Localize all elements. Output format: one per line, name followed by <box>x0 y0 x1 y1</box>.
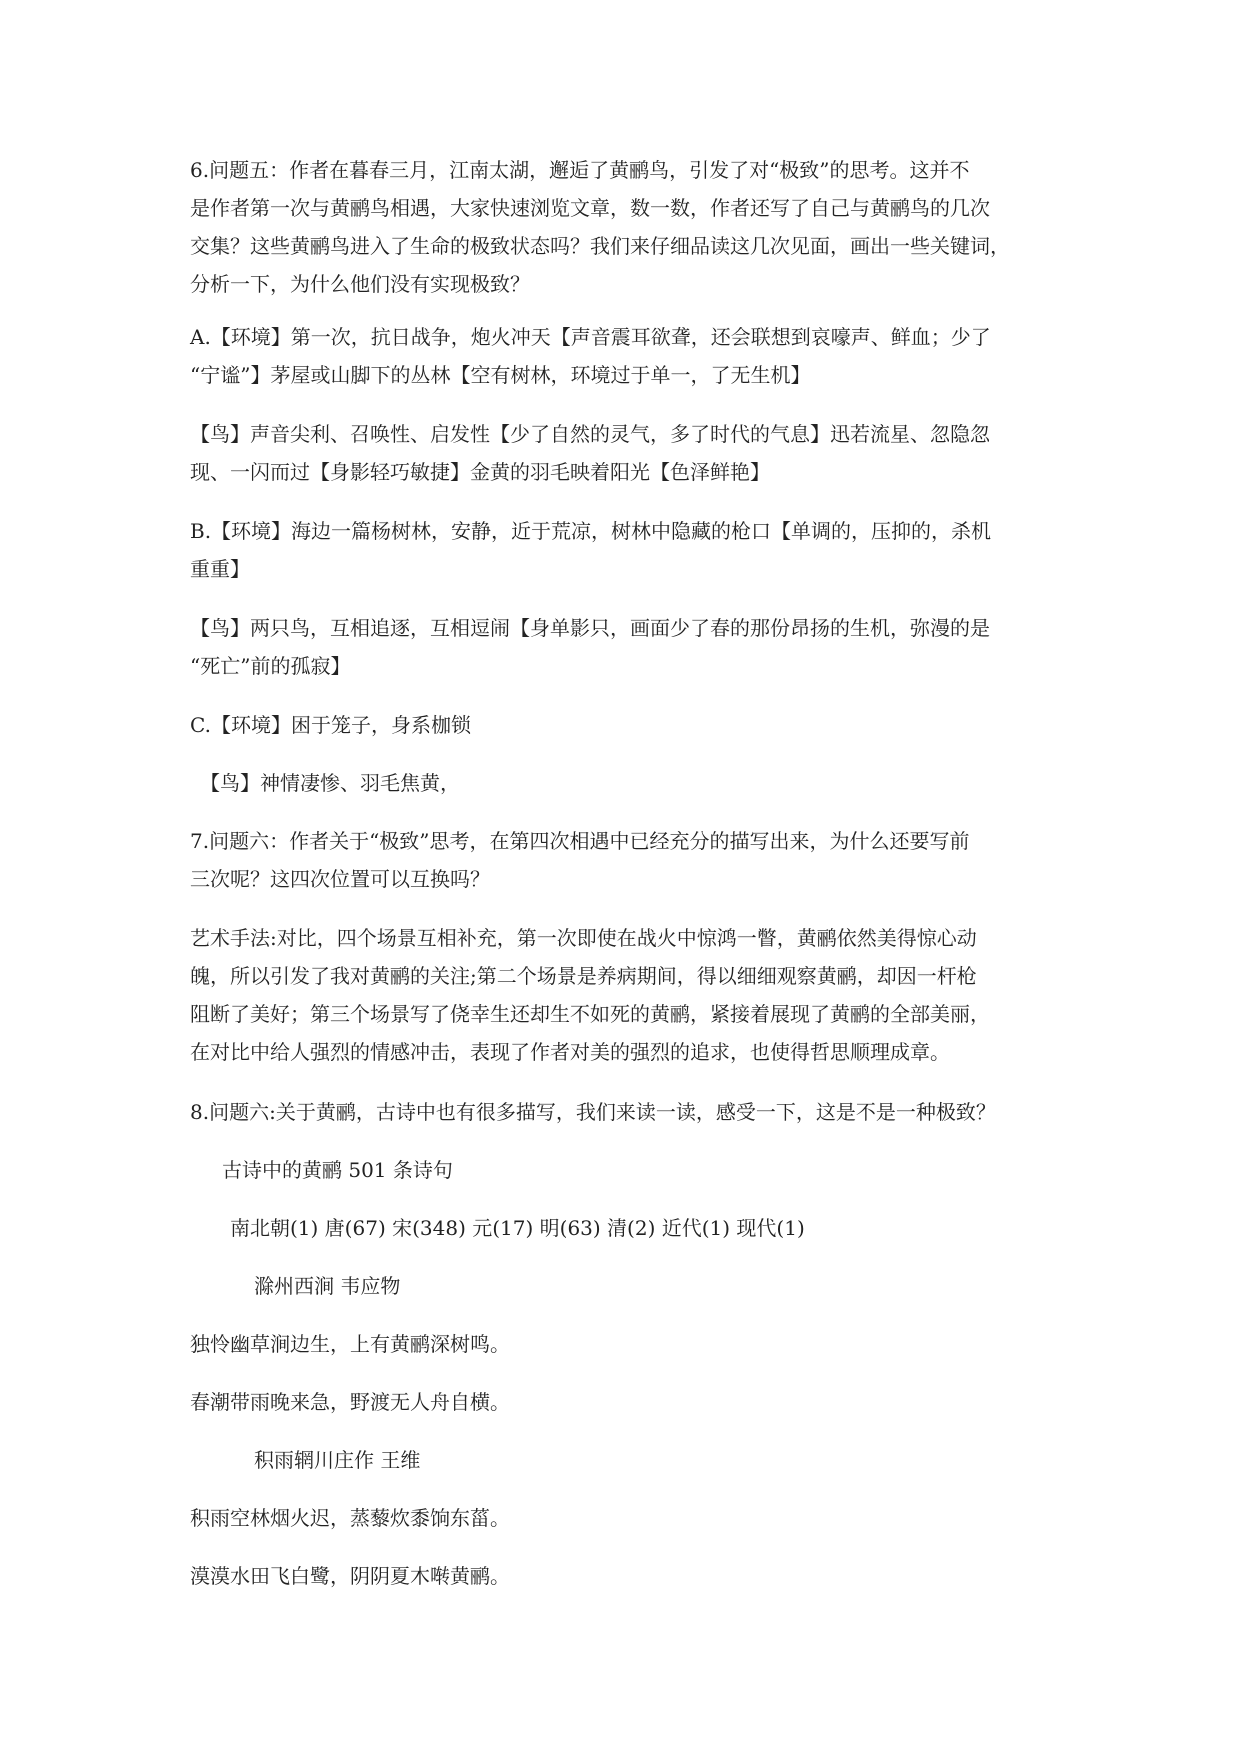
question-6 <box>190 151 1070 303</box>
text-line: 重重】 <box>190 557 250 581</box>
item-a-environment <box>190 318 1070 394</box>
text-line: 在对比中给人强烈的情感冲击，表现了作者对美的强烈的追求，也使得哲思顺理成章。 <box>190 1040 950 1064</box>
question-8 <box>190 1093 1070 1131</box>
text-line: A.【环境】第一次，抗日战争，炮火冲天【声音震耳欲聋，还会联想到哀嚎声、鲜血；少了 <box>190 325 991 349</box>
text-line: 分析一下，为什么他们没有实现极致？ <box>190 272 530 296</box>
text-line: 现、一闪而过【身影轻巧敏捷】金黄的羽毛映着阳光【色泽鲜艳】 <box>190 460 770 484</box>
text-line: 春潮带雨晚来急，野渡无人舟自横。 <box>190 1390 510 1414</box>
text-line: 古诗中的黄鹂 501 条诗句 <box>222 1158 453 1182</box>
poem-1-line-1 <box>190 1325 1070 1363</box>
poems-header <box>222 1151 1102 1189</box>
text-line: 魄，所以引发了我对黄鹂的关注;第二个场景是养病期间，得以细细观察黄鹂，却因一杆枪 <box>190 964 977 988</box>
text-line: 独怜幽草涧边生，上有黄鹂深树鸣。 <box>190 1332 510 1356</box>
item-c-environment <box>190 706 1070 744</box>
text-line: 7.问题六：作者关于“极致”思考，在第四次相遇中已经充分的描写出来，为什么还要写前 <box>190 829 970 853</box>
answer-7 <box>190 919 1070 1071</box>
text-line: 【鸟】神情凄惨、羽毛焦黄， <box>200 771 460 795</box>
text-line: C.【环境】困于笼子，身系枷锁 <box>190 713 471 737</box>
poem-2-line-1 <box>190 1499 1070 1537</box>
text-line: 南北朝(1) 唐(67) 宋(348) 元(17) 明(63) 清(2) 近代(1) 现代(1) <box>230 1216 805 1240</box>
text-line: 阻断了美好；第三个场景写了侥幸生还却生不如死的黄鹂，紧接着展现了黄鹂的全部美丽， <box>190 1002 990 1026</box>
text-line: 6.问题五：作者在暮春三月，江南太湖，邂逅了黄鹂鸟，引发了对“极致”的思考。这并不 <box>190 158 970 182</box>
text-line: “死亡”前的孤寂】 <box>190 654 351 678</box>
item-b-bird <box>190 609 1070 685</box>
text-line: 三次呢？这四次位置可以互换吗？ <box>190 867 490 891</box>
text-line: 【鸟】两只鸟，互相追逐，互相逗闹【身单影只，画面少了春的那份昂扬的生机，弥漫的是 <box>190 616 990 640</box>
poem-2-line-2 <box>190 1557 1070 1595</box>
poem-1-line-2 <box>190 1383 1070 1421</box>
item-b-environment <box>190 512 1070 588</box>
text-line: 积雨空林烟火迟，蒸藜炊黍饷东菑。 <box>190 1506 510 1530</box>
text-line: 【鸟】声音尖利、召唤性、启发性【少了自然的灵气，多了时代的气息】迅若流星、忽隐忽 <box>190 422 990 446</box>
text-line: 交集？这些黄鹂鸟进入了生命的极致状态吗？我们来仔细品读这几次见面，画出一些关键词， <box>190 234 1010 258</box>
dynasty-counts <box>230 1209 1110 1247</box>
text-line: 是作者第一次与黄鹂鸟相遇，大家快速浏览文章，数一数，作者还写了自己与黄鹂鸟的几次 <box>190 196 990 220</box>
poem-2-title <box>254 1441 1134 1479</box>
text-line: 艺术手法:对比，四个场景互相补充，第一次即使在战火中惊鸿一瞥，黄鹂依然美得惊心动 <box>190 926 977 950</box>
text-line: B.【环境】海边一篇杨树林，安静，近于荒凉，树林中隐藏的枪口【单调的，压抑的，杀机 <box>190 519 992 543</box>
text-line: 漠漠水田飞白鹭，阴阴夏木啭黄鹂。 <box>190 1564 510 1588</box>
item-c-bird <box>200 764 1080 802</box>
text-line: 8.问题六:关于黄鹂，古诗中也有很多描写，我们来读一读，感受一下，这是不是一种极致？ <box>190 1100 996 1124</box>
poem-1-title <box>254 1267 1134 1305</box>
item-a-bird <box>190 415 1070 491</box>
text-line: “宁谧”】茅屋或山脚下的丛林【空有树林，环境过于单一，了无生机】 <box>190 363 811 387</box>
text-line: 积雨辋川庄作 王维 <box>254 1448 421 1472</box>
question-7 <box>190 822 1070 898</box>
text-line: 滁州西涧 韦应物 <box>254 1274 401 1298</box>
